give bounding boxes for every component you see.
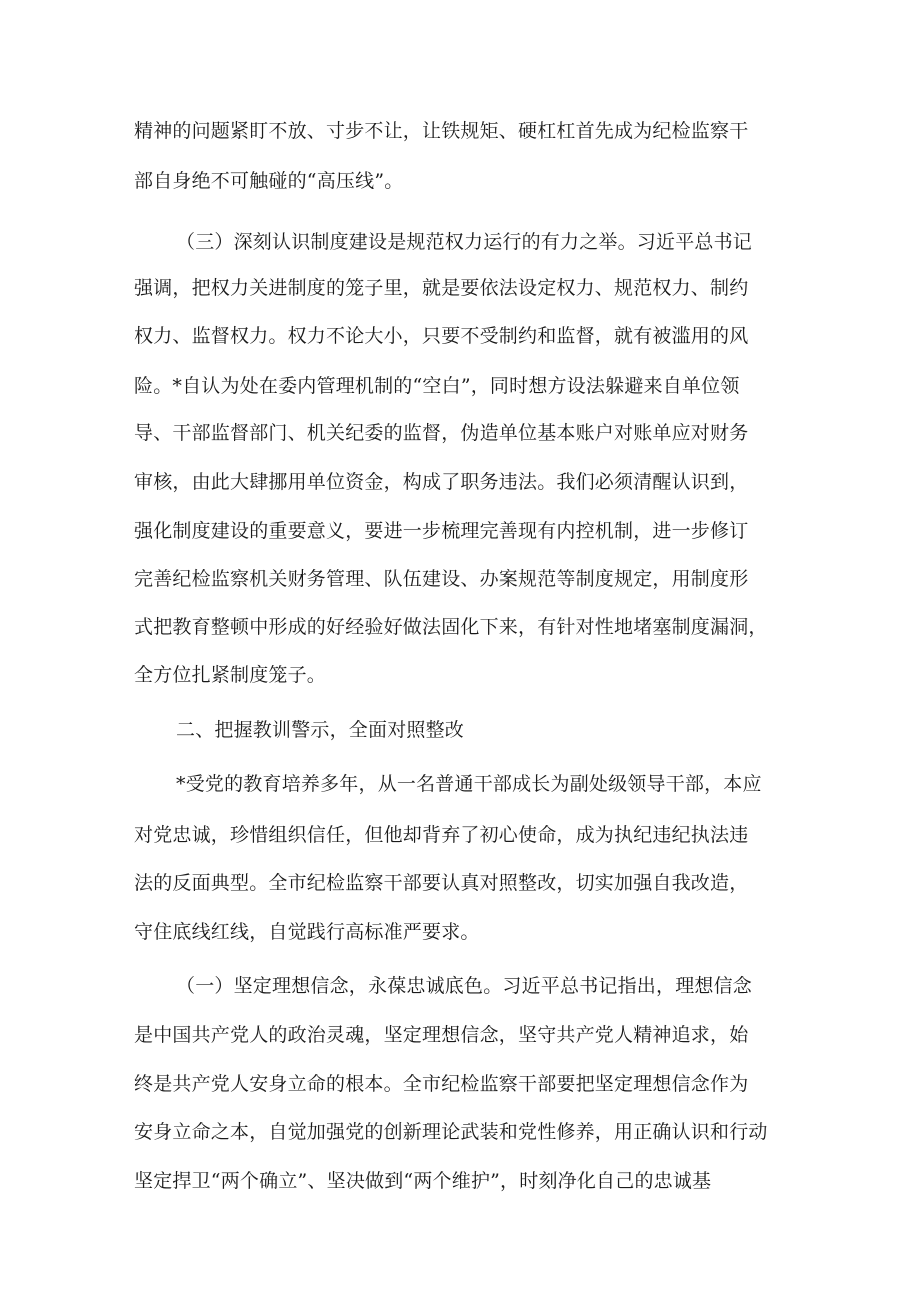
body-text-line: 精神的问题紧盯不放、寸步不让，让铁规矩、硬杠杠首先成为纪检监察干 <box>134 120 749 142</box>
body-text-line: 权力、监督权力。权力不论大小，只要不受制约和监督，就有被滥用的风 <box>134 325 749 347</box>
body-text-line: 审核，由此大肆挪用单位资金，构成了职务违法。我们必须清醒认识到， <box>134 471 749 493</box>
paragraph-heading-line: （一）坚定理想信念，永葆忠诚底色。习近平总书记指出，理想信念 <box>176 975 753 997</box>
body-text-line: 坚定捍卫“两个确立”、坚决做到“两个维护”，时刻净化自己的忠诚基 <box>134 1170 712 1192</box>
body-text-line: 式把教育整顿中形成的好经验好做法固化下来，有针对性地堵塞制度漏洞， <box>134 616 768 638</box>
body-text-line: 终是共产党人安身立命的根本。全市纪检监察干部要把坚定理想信念作为 <box>134 1073 749 1095</box>
body-text-line: 强调，把权力关进制度的笼子里，就是要依法设定权力、规范权力、制约 <box>134 277 749 299</box>
section-heading: 二、把握教训警示，全面对照整改 <box>176 719 465 741</box>
body-text-line: 完善纪检监察机关财务管理、队伍建设、办案规范等制度规定，用制度形 <box>134 568 749 590</box>
body-text-line: 险。*自认为处在委内管理机制的“空白”，同时想方设法躲避来自单位领 <box>134 375 740 397</box>
body-text-line: 法的反面典型。全市纪检监察干部要认真对照整改，切实加强自我改造， <box>134 872 749 894</box>
body-text-line: 守住底线红线，自觉践行高标准严要求。 <box>134 921 480 943</box>
body-text-line: 部自身绝不可触碰的“高压线”。 <box>134 170 404 192</box>
body-text-line: 对党忠诚，珍惜组织信任，但他却背弃了初心使命，成为执纪违纪执法违 <box>134 824 749 846</box>
body-text-line: 全方位扎紧制度笼子。 <box>134 664 327 686</box>
body-text-line: 是中国共产党人的政治灵魂，坚定理想信念，坚守共产党人精神追求，始 <box>134 1024 749 1046</box>
body-text-line: 强化制度建设的重要意义，要进一步梳理完善现有内控机制，进一步修订 <box>134 520 749 542</box>
paragraph-heading-line: （三）深刻认识制度建设是规范权力运行的有力之举。习近平总书记 <box>176 231 753 253</box>
body-text-line: 导、干部监督部门、机关纪委的监督，伪造单位基本账户对账单应对财务 <box>134 422 749 444</box>
paragraph-first-line: *受党的教育培养多年，从一名普通干部成长为副处级领导干部，本应 <box>176 773 762 795</box>
body-text-line: 安身立命之本，自觉加强党的创新理论武装和党性修养，用正确认识和行动 <box>134 1121 768 1143</box>
